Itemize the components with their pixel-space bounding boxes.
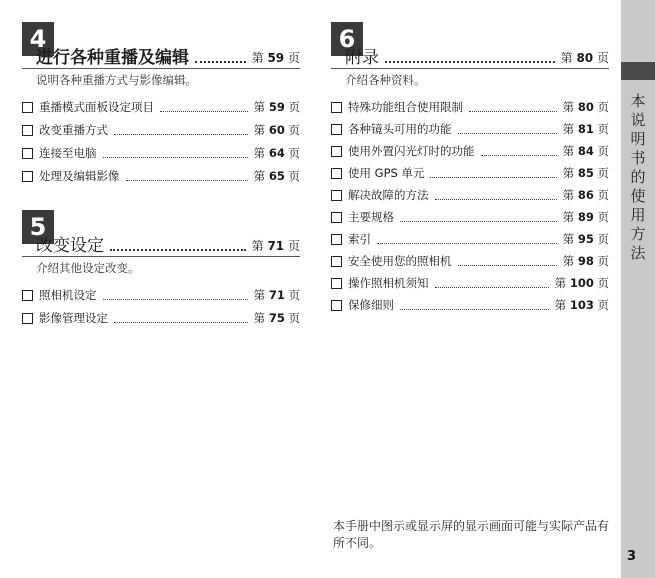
dot-leader: [400, 309, 549, 310]
section-title: 改变设定: [36, 236, 104, 256]
dot-leader: [110, 249, 246, 251]
dot-leader: [469, 111, 557, 112]
section-title: 附录: [345, 48, 379, 68]
toc-item[interactable]: 保修细则 第 103 页: [331, 296, 609, 314]
dot-leader: [195, 61, 246, 63]
checkbox-icon: [22, 171, 33, 182]
dot-leader: [400, 221, 557, 222]
checkbox-icon: [22, 102, 33, 113]
section-number: 5: [22, 210, 54, 244]
section-number: 6: [331, 22, 363, 56]
toc-item[interactable]: 重播模式面板设定项目 第 59 页: [22, 98, 300, 116]
checkbox-icon: [22, 148, 33, 159]
toc-item[interactable]: 安全使用您的照相机 第 98 页: [331, 252, 609, 270]
section-page-ref: 第 71 页: [251, 239, 300, 253]
checkbox-icon: [22, 125, 33, 136]
section-heading[interactable]: [331, 44, 609, 69]
section-title: 进行各种重播及编辑: [36, 48, 189, 68]
section-description: 介绍各种资料。: [345, 73, 426, 87]
checkbox-icon: [331, 234, 342, 245]
checkbox-icon: [22, 313, 33, 324]
toc-item[interactable]: 各种镜头可用的功能 第 81 页: [331, 120, 609, 138]
toc-item[interactable]: 使用 GPS 单元 第 85 页: [331, 164, 609, 182]
toc-item[interactable]: 索引 第 95 页: [331, 230, 609, 248]
display-disclaimer: 本手册中图示或显示屏的显示画面可能与实际产品有所不同。: [333, 519, 610, 550]
dot-leader: [435, 199, 557, 200]
checkbox-icon: [331, 146, 342, 157]
section-page-ref: 第 59 页: [251, 51, 300, 65]
sidebar-label: 本说明书的使用方法: [630, 92, 646, 262]
checkbox-icon: [331, 278, 342, 289]
toc-item[interactable]: 解决故障的方法 第 86 页: [331, 186, 609, 204]
toc-item[interactable]: 特殊功能组合使用限制 第 80 页: [331, 98, 609, 116]
section-number: 4: [22, 22, 54, 56]
dot-leader: [458, 133, 557, 134]
dot-leader: [435, 287, 549, 288]
checkbox-icon: [331, 102, 342, 113]
toc-item[interactable]: 影像管理设定 第 75 页: [22, 309, 300, 327]
dot-leader: [430, 177, 556, 178]
toc-item[interactable]: 主要规格 第 89 页: [331, 208, 609, 226]
dot-leader: [160, 111, 248, 112]
section-6: [331, 22, 609, 322]
toc-item[interactable]: 处理及编辑影像 第 65 页: [22, 167, 300, 185]
dot-leader: [103, 157, 248, 158]
page-number: 3: [627, 549, 637, 564]
chapter-tab-marker: [621, 62, 655, 80]
checkbox-icon: [331, 124, 342, 135]
dot-leader: [114, 322, 248, 323]
dot-leader: [458, 265, 557, 266]
section-page-ref: 第 80 页: [560, 51, 609, 65]
dot-leader: [377, 243, 557, 244]
dot-leader: [126, 180, 248, 181]
checkbox-icon: [331, 300, 342, 311]
toc-item[interactable]: 连接至电脑 第 64 页: [22, 144, 300, 162]
checkbox-icon: [331, 256, 342, 267]
toc-item[interactable]: 改变重播方式 第 60 页: [22, 121, 300, 139]
checkbox-icon: [22, 290, 33, 301]
dot-leader: [114, 134, 248, 135]
dot-leader: [481, 155, 557, 156]
section-description: 介绍其他设定改变。: [36, 261, 140, 275]
checkbox-icon: [331, 168, 342, 179]
section-4: [22, 22, 300, 192]
section-heading[interactable]: [22, 44, 300, 69]
toc-item[interactable]: 操作照相机须知 第 100 页: [331, 274, 609, 292]
section-description: 说明各种重播方式与影像编辑。: [36, 73, 197, 87]
checkbox-icon: [331, 190, 342, 201]
dot-leader: [385, 61, 555, 63]
section-heading[interactable]: [22, 232, 300, 257]
dot-leader: [103, 299, 248, 300]
toc-item[interactable]: 照相机设定 第 71 页: [22, 286, 300, 304]
section-5: [22, 210, 300, 340]
toc-item[interactable]: 使用外置闪光灯时的功能 第 84 页: [331, 142, 609, 160]
chapter-sidebar: [621, 0, 655, 578]
checkbox-icon: [331, 212, 342, 223]
